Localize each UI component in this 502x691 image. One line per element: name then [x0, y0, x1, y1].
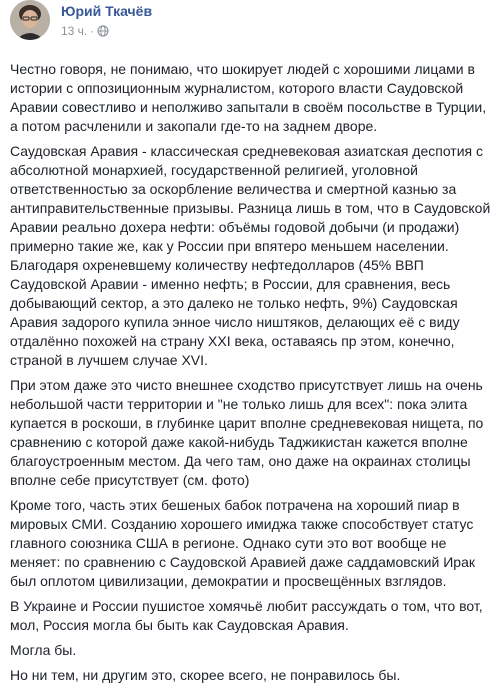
post-header [10, 0, 492, 50]
post-timestamp[interactable]: 13 ч. [61, 24, 88, 38]
author-avatar[interactable] [10, 0, 50, 40]
author-name[interactable]: Юрий Ткачёв [61, 3, 153, 19]
meta-separator: · [90, 24, 95, 38]
globe-icon[interactable] [97, 25, 109, 37]
post-paragraph-7: Но ни тем, ни другим это, скорее всего, не понравилось бы. [10, 667, 401, 683]
post-body [10, 60, 493, 691]
post-paragraph-5: В Украине и России пушистое хомячьё любит рассуждать о том, что вот, мол, Россия могла бы быть как Саудовская Аравия. [10, 598, 483, 633]
post-paragraph-1: Честно говоря, не понимаю, что шокирует людей с хорошими лицами в истории с оппозиционным журналистом, которого власти Саудовской Аравии совестливо и неполживо запытали в своём посольстве в Турции, а потом расчленили и закопали где-то на заднем дворе. [10, 61, 487, 134]
post-paragraph-3: При этом даже это чисто внешнее сходство присутствует лишь на очень небольшой части территории и "не только лишь для всех": пока элита купается в роскоши, в глубинке царит вполне средневековая нищета, по сравнению с которой даже какой-нибудь Таджикистан кажется вполне благоустроенным местом. Да чего там, оно даже на окраинах столицы вполне себе присутствует (см. фото) [10, 377, 484, 488]
post-paragraph-2: Саудовская Аравия - классическая средневековая азиатская деспотия с абсолютной монархией, государственной религией, уголовной ответственностью за оскорбление величества и смертной казнью за антиправительственные призывы. Разница лишь в том, что в Саудовской Аравии реально дохера нефти: объёмы годовой добычи (и продажи) примерно такие же, как у России при впятеро меньшем населении. Благодаря охреневшему количеству нефтедолларов (45% ВВП Саудовской Аравии - именно нефть; в России, для сравнения, весь добывающий сектор, а это далеко не только нефть, 9%) Саудовская Аравия задорого купила энное число ништяков, делающих её с виду отдалённо похожей на страну XXI века, оставаясь пр этом, конечно, страной в лучшем случае XVI. [10, 143, 491, 368]
avatar-image [10, 0, 50, 40]
post-meta [61, 24, 109, 38]
post-paragraph-6: Могла бы. [10, 642, 77, 658]
post-paragraph-4: Кроме того, часть этих бешеных бабок потрачена на хороший пиар в мировых СМИ. Созданию хорошего имиджа также способствует статус главного союзника США в регионе. Однако сути это вот вообще не меняет: по сравнению с Саудовской Аравией даже саддамовский Ирак был оплотом цивилизации, демократии и просвещённых взглядов. [10, 497, 475, 589]
